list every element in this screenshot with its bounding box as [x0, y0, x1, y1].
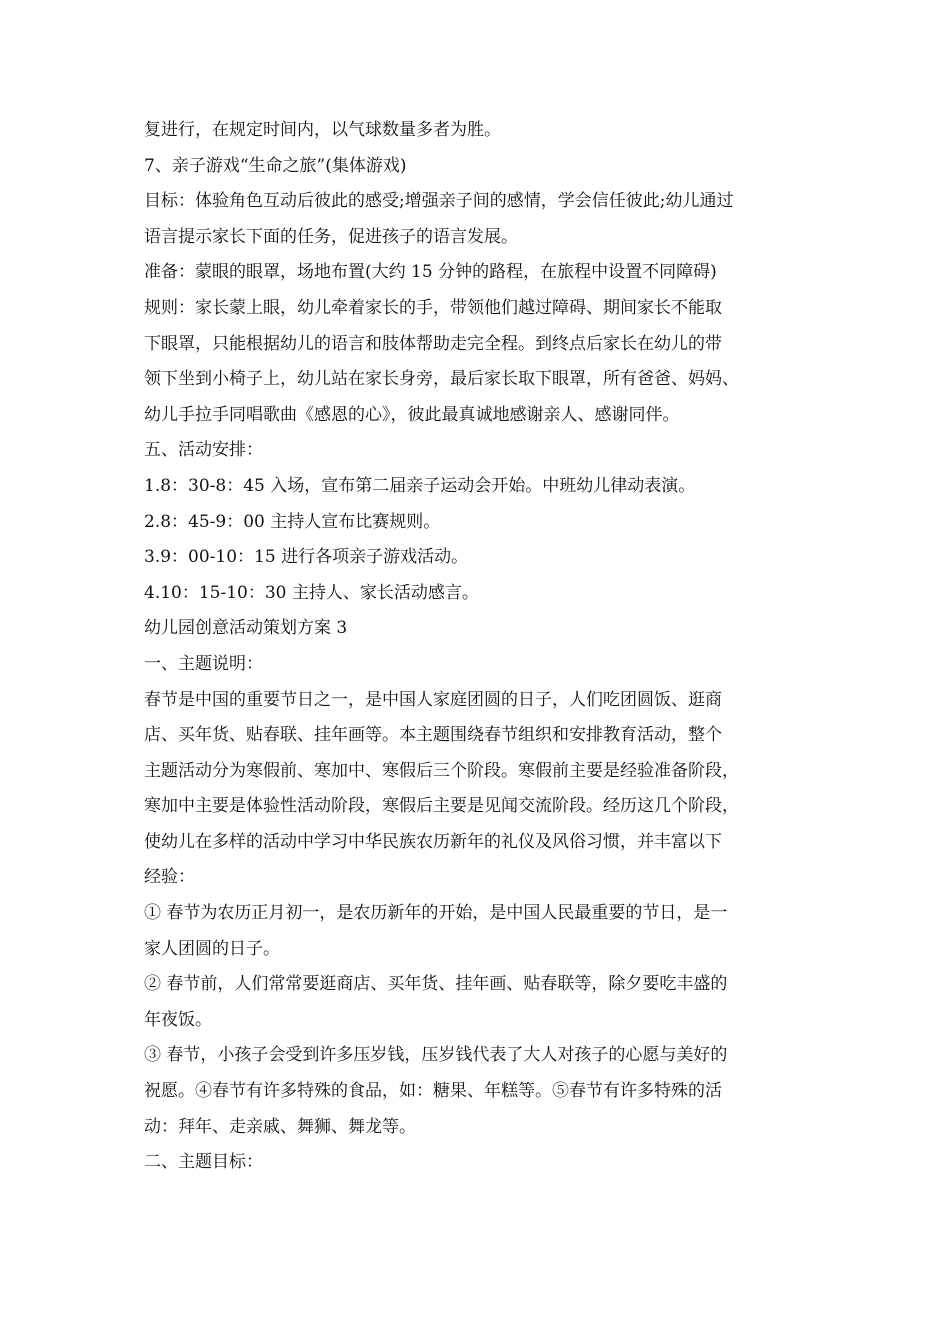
schedule-item: 4.10：15-10：30 主持人、家长活动感言。 [144, 582, 479, 603]
text-line: 目标：体验角色互动后彼此的感受;增强亲子间的感情，学会信任彼此;幼儿通过 [144, 191, 734, 212]
text-line: 店、买年货、贴春联、挂年画等。本主题围绕春节组织和安排教育活动，整个 [144, 725, 722, 746]
text-line: 祝愿。④春节有许多特殊的食品，如：糖果、年糕等。⑤春节有许多特殊的活 [144, 1081, 722, 1102]
text-line: 准备：蒙眼的眼罩，场地布置(大约 15 分钟的路程，在旅程中设置不同障碍) [144, 262, 717, 283]
text-line: 领下坐到小椅子上，幼儿站在家长身旁，最后家长取下眼罩，所有爸爸、妈妈、 [144, 369, 739, 390]
text-line: 下眼罩，只能根据幼儿的语言和肢体帮助走完全程。到终点后家长在幼儿的带 [144, 333, 722, 354]
text-line: 动：拜年、走亲戚、舞狮、舞龙等。 [144, 1116, 416, 1137]
text-line: 使幼儿在多样的活动中学习中华民族农历新年的礼仪及风俗习惯，并丰富以下 [144, 831, 722, 852]
text-line: 复进行，在规定时间内，以气球数量多者为胜。 [144, 120, 501, 140]
text-line: 寒加中主要是体验性活动阶段，寒假后主要是见闻交流阶段。经历这几个阶段， [144, 796, 739, 817]
document-title: 幼儿园创意活动策划方案 3 [144, 618, 348, 639]
list-item: ② 春节前，人们常常要逛商店、买年货、挂年画、贴春联等，除夕要吃丰盛的 [144, 974, 728, 995]
text-line: 幼儿手拉手同唱歌曲《感恩的心》，彼此最真诚地感谢亲人、感谢同伴。 [144, 404, 680, 425]
section-heading: 一、主题说明： [144, 653, 263, 674]
section-heading: 五、活动安排： [144, 440, 263, 461]
list-item: ① 春节为农历正月初一，是农历新年的开始，是中国人民最重要的节日，是一 [144, 903, 728, 924]
text-line: 语言提示家长下面的任务，促进孩子的语言发展。 [144, 226, 518, 247]
list-item: ③ 春节，小孩子会受到许多压岁钱，压岁钱代表了大人对孩子的心愿与美好的 [144, 1045, 728, 1066]
text-line: 春节是中国的重要节日之一，是中国人家庭团圆的日子，人们吃团圆饭、逛商 [144, 689, 722, 710]
text-line: 家人团圆的日子。 [144, 938, 280, 959]
document-body [144, 121, 824, 1189]
text-line: 经验： [144, 867, 195, 888]
text-line: 规则：家长蒙上眼，幼儿牵着家长的手，带领他们越过障碍、期间家长不能取 [144, 297, 722, 318]
text-line: 7、亲子游戏“生命之旅”(集体游戏) [144, 155, 407, 176]
text-line: 主题活动分为寒假前、寒加中、寒假后三个阶段。寒假前主要是经验准备阶段， [144, 760, 739, 781]
schedule-item: 2.8：45-9：00 主持人宣布比赛规则。 [144, 511, 441, 532]
schedule-item: 3.9：00-10：15 进行各项亲子游戏活动。 [144, 547, 469, 568]
text-line: 年夜饭。 [144, 1009, 212, 1030]
schedule-item: 1.8：30-8：45 入场，宣布第二届亲子运动会开始。中班幼儿律动表演。 [144, 475, 696, 496]
section-heading: 二、主题目标： [144, 1152, 263, 1173]
